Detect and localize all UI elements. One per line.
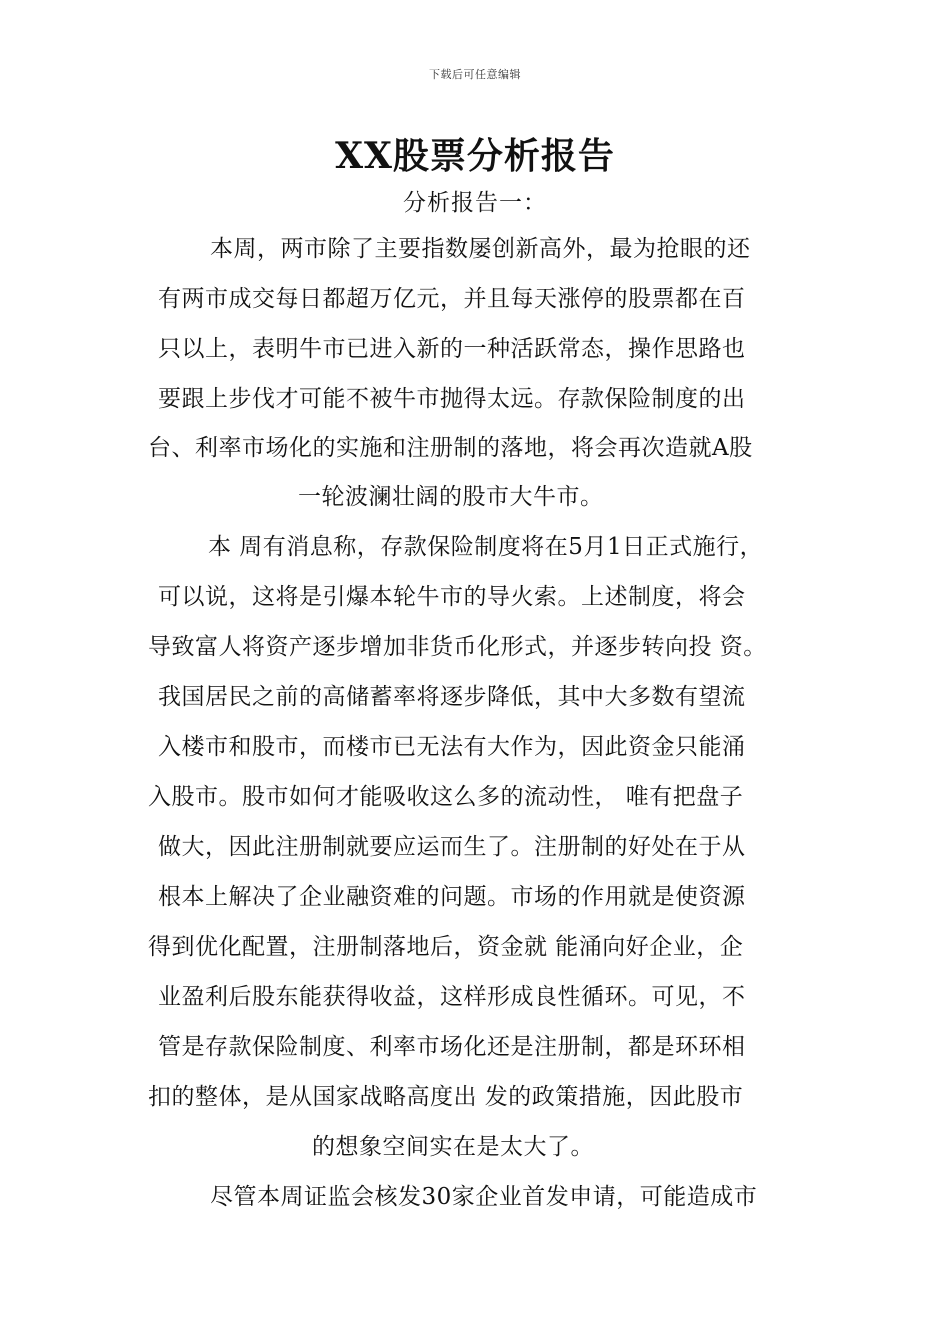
paragraph-line: 我国居民之前的高储蓄率将逐步降低，其中大多数有望流 xyxy=(158,684,746,710)
paragraph-line: 要跟上步伐才可能不被牛市抛得太远。存款保险制度的出 xyxy=(158,386,746,412)
paragraph-line: 可以说，这将是引爆本轮牛市的导火索。上述制度，将会 xyxy=(158,584,746,610)
paragraph-line: 入楼市和股市，而楼市已无法有大作为，因此资金只能涌 xyxy=(158,734,746,760)
paragraph-line: 得到优化配置，注册制落地后，资金就 能涌向好企业，企 xyxy=(148,934,744,960)
document-subtitle: 分析报告一： xyxy=(403,190,547,216)
paragraph-line: 入股市。股市如何才能吸收这么多的流动性， 唯有把盘子 xyxy=(148,784,744,810)
paragraph-line: 一轮波澜壮阔的股市大牛市。 xyxy=(298,484,604,510)
paragraph-line: 只以上，表明牛市已进入新的一种活跃常态，操作思路也 xyxy=(158,336,746,362)
paragraph-line: 管是存款保险制度、利率市场化还是注册制，都是环环相 xyxy=(158,1034,746,1060)
paragraph-line: 本周，两市除了主要指数屡创新高外，最为抢眼的还 xyxy=(210,236,751,262)
header-note: 下载后可任意编辑 xyxy=(429,68,521,81)
paragraph-line: 导致富人将资产逐步增加非货币化形式，并逐步转向投 资。 xyxy=(148,634,767,660)
paragraph-line: 扣的整体，是从国家战略高度出 发的政策措施，因此股市 xyxy=(148,1084,744,1110)
document-title: XX股票分析报告 xyxy=(335,135,615,177)
paragraph-line: 根本上解决了企业融资难的问题。市场的作用就是使资源 xyxy=(158,884,746,910)
paragraph-line: 台、利率市场化的实施和注册制的落地，将会再次造就A股 xyxy=(148,435,753,461)
paragraph-line: 有两市成交每日都超万亿元，并且每天涨停的股票都在百 xyxy=(158,286,746,312)
paragraph-line: 做大，因此注册制就要应运而生了。注册制的好处在于从 xyxy=(158,834,746,860)
paragraph-line: 业盈利后股东能获得收益，这样形成良性循环。可见，不 xyxy=(158,984,746,1010)
paragraph-line: 本 周有消息称，存款保险制度将在5月1日正式施行， xyxy=(208,534,764,560)
paragraph-line: 的想象空间实在是太大了。 xyxy=(312,1134,594,1160)
paragraph-line: 尽管本周证监会核发30家企业首发申请，可能造成市 xyxy=(210,1184,758,1210)
